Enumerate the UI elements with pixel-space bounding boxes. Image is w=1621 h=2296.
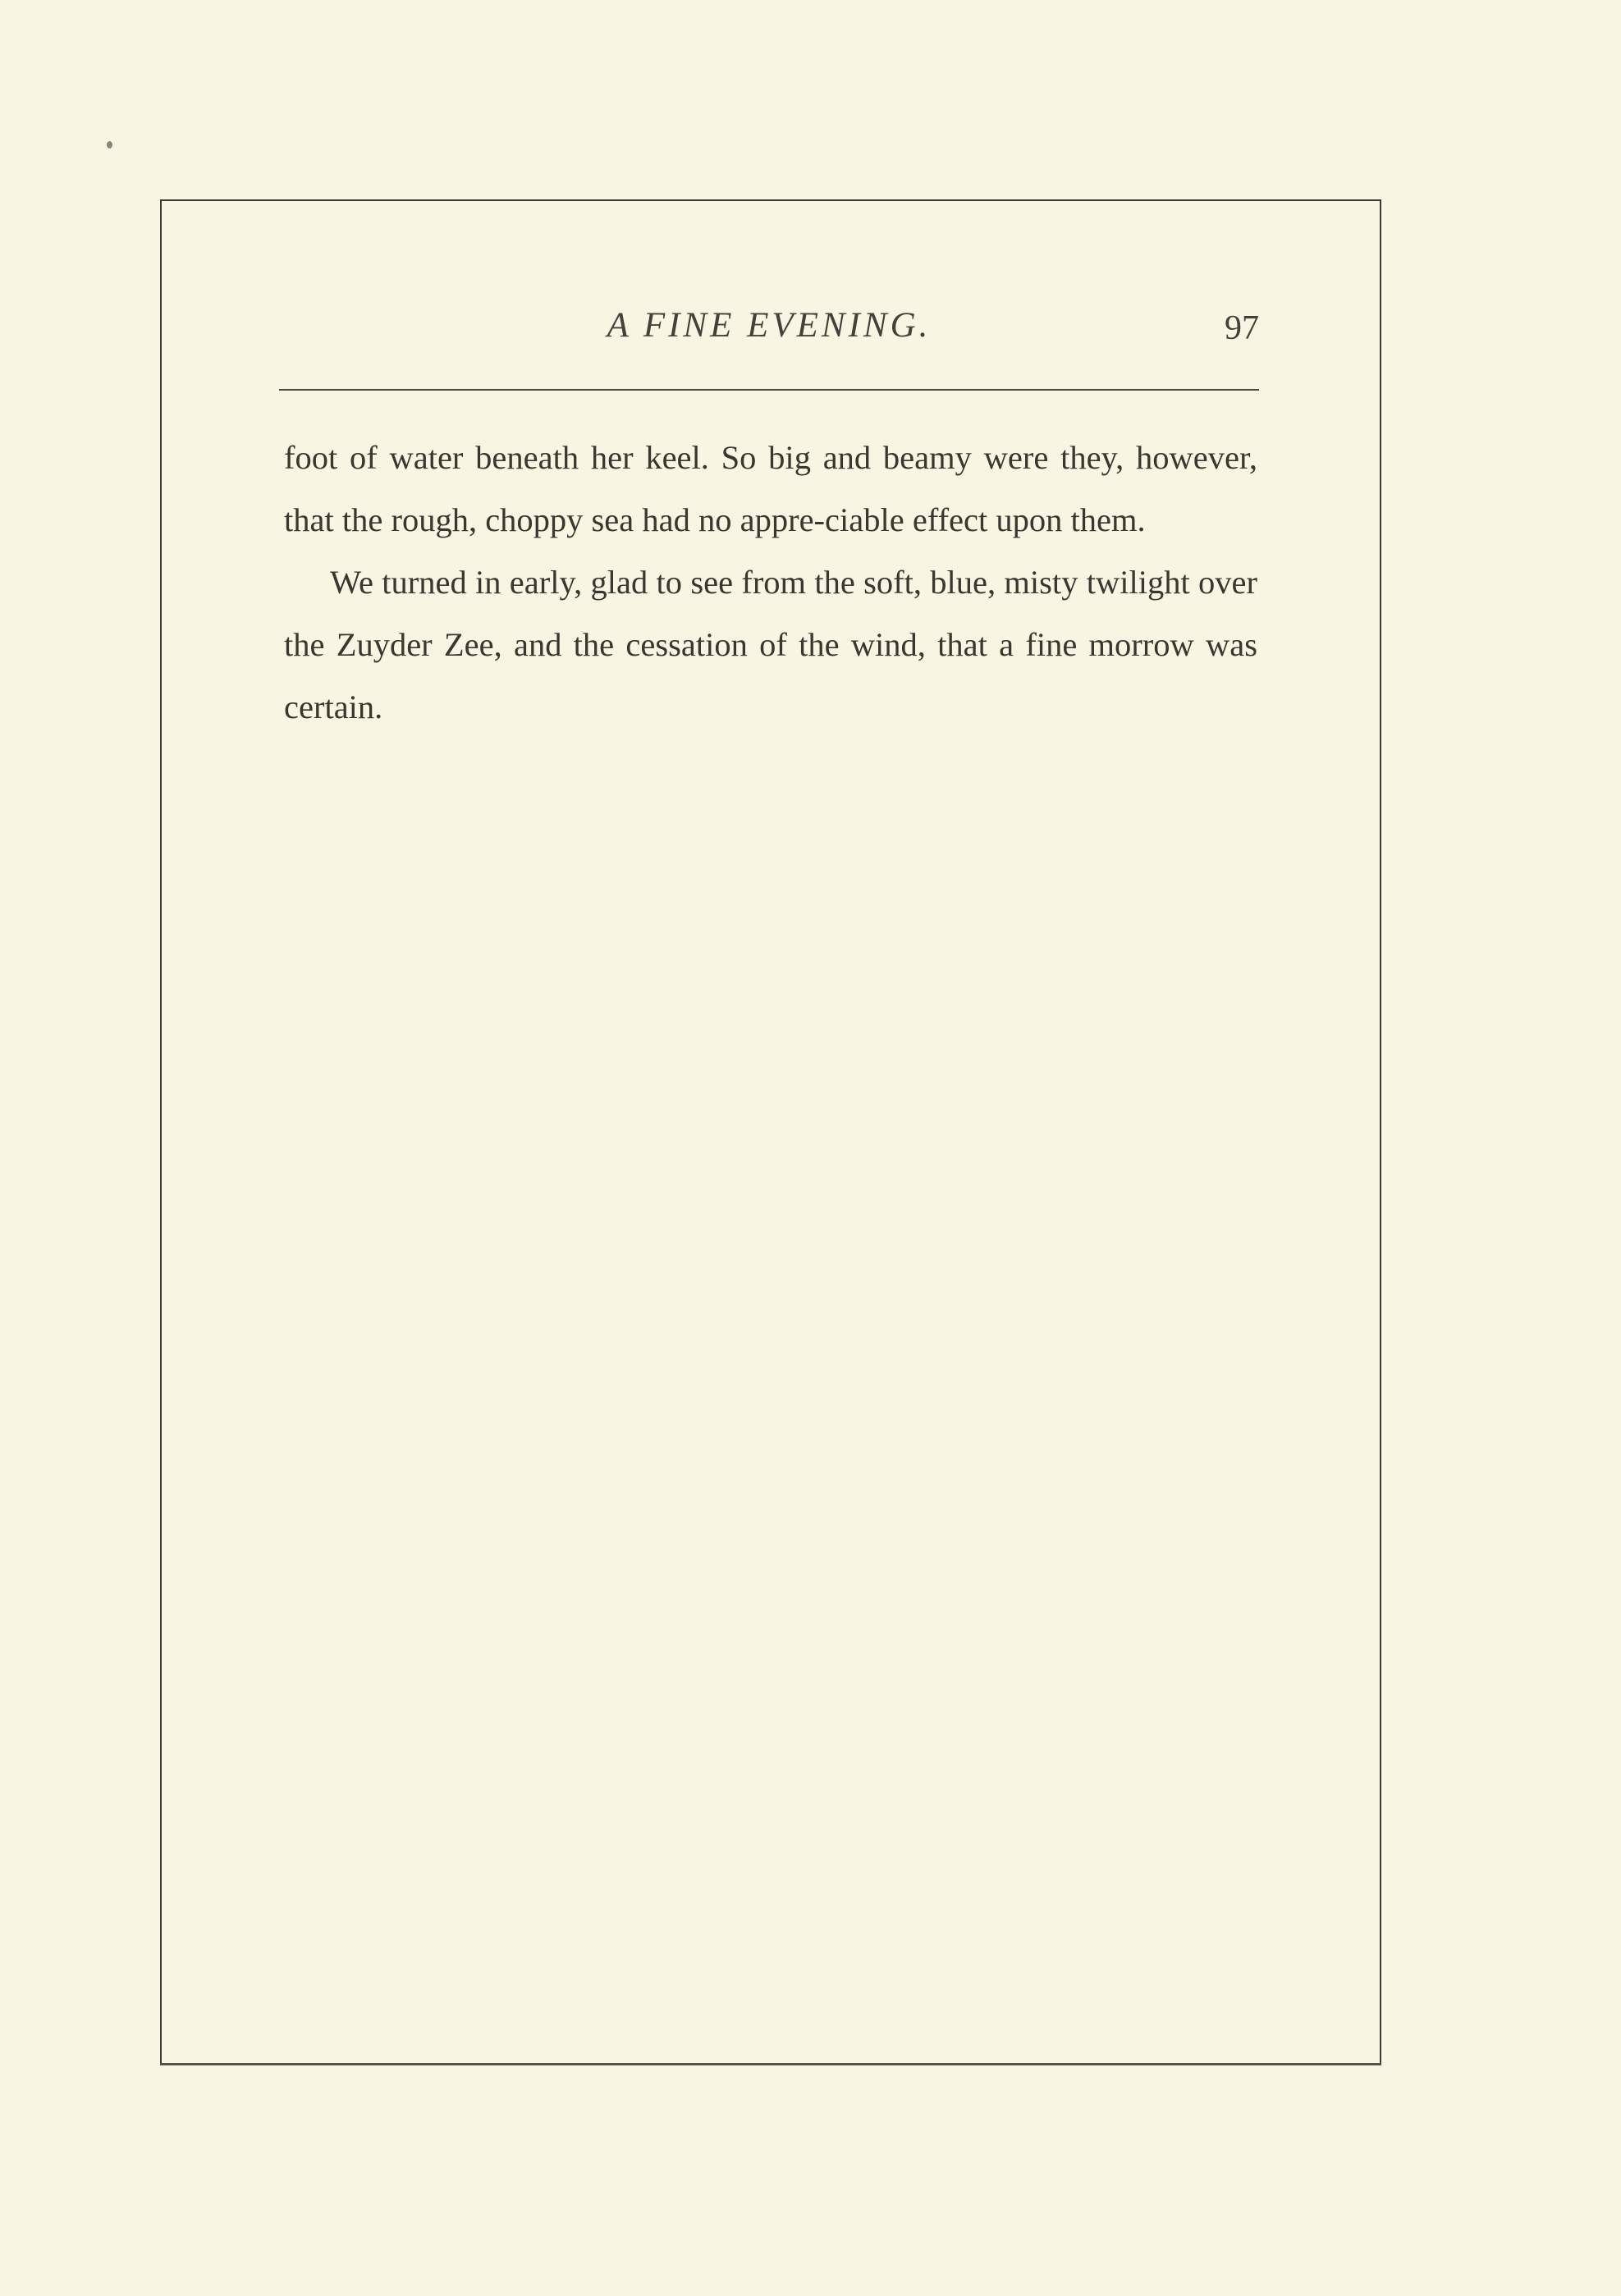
ink-speck [107,141,112,149]
paragraph: foot of water beneath her keel. So big and beamy were they, however, that the rough, choppy sea had no appre-ciable effect upon them. [284,439,1257,538]
header-rule [279,389,1259,391]
running-head [279,297,1259,354]
paragraph: We turned in early, glad to see from the soft, blue, misty twilight over the Zuyder Zee, and the cessation of the wind, that a fine morrow was certain. [284,564,1257,725]
body-text [284,427,1257,739]
page-border-bottom [160,2063,1381,2065]
running-head-title: A FINE EVENING. [607,306,932,345]
page-number: 97 [1225,309,1259,347]
